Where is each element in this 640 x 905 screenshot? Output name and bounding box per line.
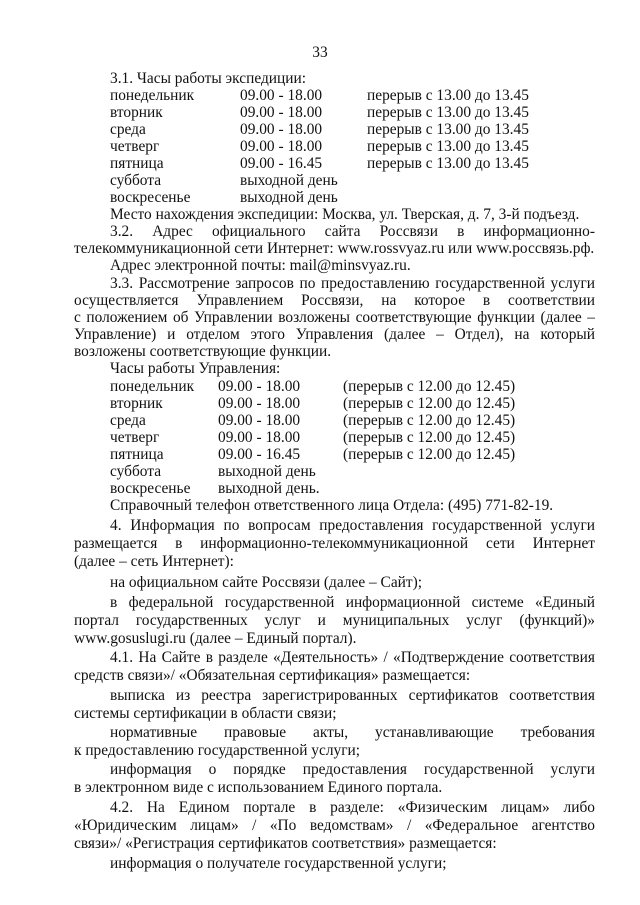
day-label: суббота [110,463,162,480]
day-label: понедельник [110,378,195,395]
section-4-1-line: средств связи»/ «Обязательная сертификация» размещается: [74,667,471,684]
day-label: суббота [110,172,162,189]
section-4-1-line: 4.1. На Сайте в разделе «Деятельность» / «Подтверждение соответствия [110,649,595,666]
work-time: 09.00 - 18.00 [240,104,323,121]
break-time: перерыв с 13.00 до 13.45 [367,138,529,155]
day-label: четверг [110,429,160,446]
break-time: (перерыв с 12.00 до 12.45) [343,395,516,412]
break-time: перерыв с 13.00 до 13.45 [367,87,529,104]
break-time: (перерыв с 12.00 до 12.45) [343,429,516,446]
section-3-1-heading: 3.1. Часы работы экспедиции: [110,70,306,87]
section-4-1-line: системы сертификации в области связи; [74,705,337,722]
work-time: выходной день [240,172,338,189]
section-4-1-line: информация о порядке предоставления государственной услуги [110,761,595,778]
section-3-3-line: с положением об Управлении возложены соответствующие функции (далее – [74,309,595,326]
section-3-3-line: осуществляется Управлением Россвязи, на которое в соответствии [74,292,595,309]
contact-phone: Справочный телефон ответственного лица Отдела: (495) 771-82-19. [110,497,554,514]
day-label: пятница [110,446,164,463]
break-time: перерыв с 13.00 до 13.45 [367,104,529,121]
section-4-line: (далее – сеть Интернет): [74,553,234,570]
work-time: 09.00 - 18.00 [240,121,323,138]
section-3-2-line: 3.2. Адрес официального сайта Россвязи в информационно- [110,223,595,240]
expedition-location: Место нахождения экспедиции: Москва, ул. Тверская, д. 7, 3-й подъезд. [110,206,580,223]
section-4-1-line: к предоставлению государственной услуги; [74,742,361,759]
break-time: перерыв с 13.00 до 13.45 [367,121,529,138]
day-label: среда [110,121,146,138]
day-label: четверг [110,138,160,155]
work-time: выходной день [218,463,316,480]
work-time: 09.00 - 18.00 [240,87,323,104]
section-4-2-line: 4.2. На Едином портале в разделе: «Физическим лицам» либо [110,799,595,816]
work-time: 09.00 - 16.45 [218,446,301,463]
section-4-line: 4. Информация по вопросам предоставления государственной услуги [110,517,595,534]
section-4-line: портал государственных услуг и муниципальных услуг (функций)» [74,612,595,629]
day-label: воскресенье [110,480,191,497]
section-4-1-line: выписка из реестра зарегистрированных сертификатов соответствия [110,687,595,704]
break-time: (перерыв с 12.00 до 12.45) [343,378,516,395]
work-time: 09.00 - 18.00 [218,395,301,412]
day-label: среда [110,412,146,429]
page-number: 33 [312,44,328,61]
section-4-2-line: связи»/ «Регистрация сертификатов соответствия» размещается: [74,835,497,852]
day-label: воскресенье [110,189,191,206]
break-time: (перерыв с 12.00 до 12.45) [343,446,516,463]
section-4-line: www.gosuslugi.ru (далее – Единый портал). [74,630,357,647]
management-hours-heading: Часы работы Управления: [110,360,281,377]
work-time: 09.00 - 18.00 [240,138,323,155]
work-time: выходной день. [218,480,320,497]
break-time: (перерыв с 12.00 до 12.45) [343,412,516,429]
break-time: перерыв с 13.00 до 13.45 [367,155,529,172]
day-label: пятница [110,155,164,172]
email-address: Адрес электронной почты: mail@minsvyaz.ru. [110,257,411,274]
section-4-2-line: информация о получателе государственной услуги; [110,855,447,872]
section-4-line: на официальном сайте Россвязи (далее – Сайт); [110,574,423,591]
section-4-line: в федеральной государственной информационной системе «Единый [110,594,595,611]
section-3-3-line: возложены соответствующие функции. [74,343,332,360]
day-label: понедельник [110,87,195,104]
section-4-line: размещается в информационно-телекоммуникационной сети Интернет [74,535,595,552]
section-3-2-line: телекоммуникационной сети Интернет: www.rossvyaz.ru или www.россвязь.рф. [74,240,595,257]
work-time: выходной день [240,189,338,206]
work-time: 09.00 - 18.00 [218,412,301,429]
work-time: 09.00 - 18.00 [218,429,301,446]
section-4-2-line: «Юридическим лицам» / «По ведомствам» / «Федеральное агентство [74,817,595,834]
section-3-3-line: 3.3. Рассмотрение запросов по предоставлению государственной услуги [110,275,595,292]
day-label: вторник [110,104,163,121]
day-label: вторник [110,395,163,412]
work-time: 09.00 - 18.00 [218,378,301,395]
work-time: 09.00 - 16.45 [240,155,323,172]
section-4-1-line: в электронном виде с использованием Единого портала. [74,779,443,796]
section-4-1-line: нормативные правовые акты, устанавливающие требования [110,724,595,741]
section-3-3-line: Управление) и отделом этого Управления (далее – Отдел), на который [74,326,595,343]
